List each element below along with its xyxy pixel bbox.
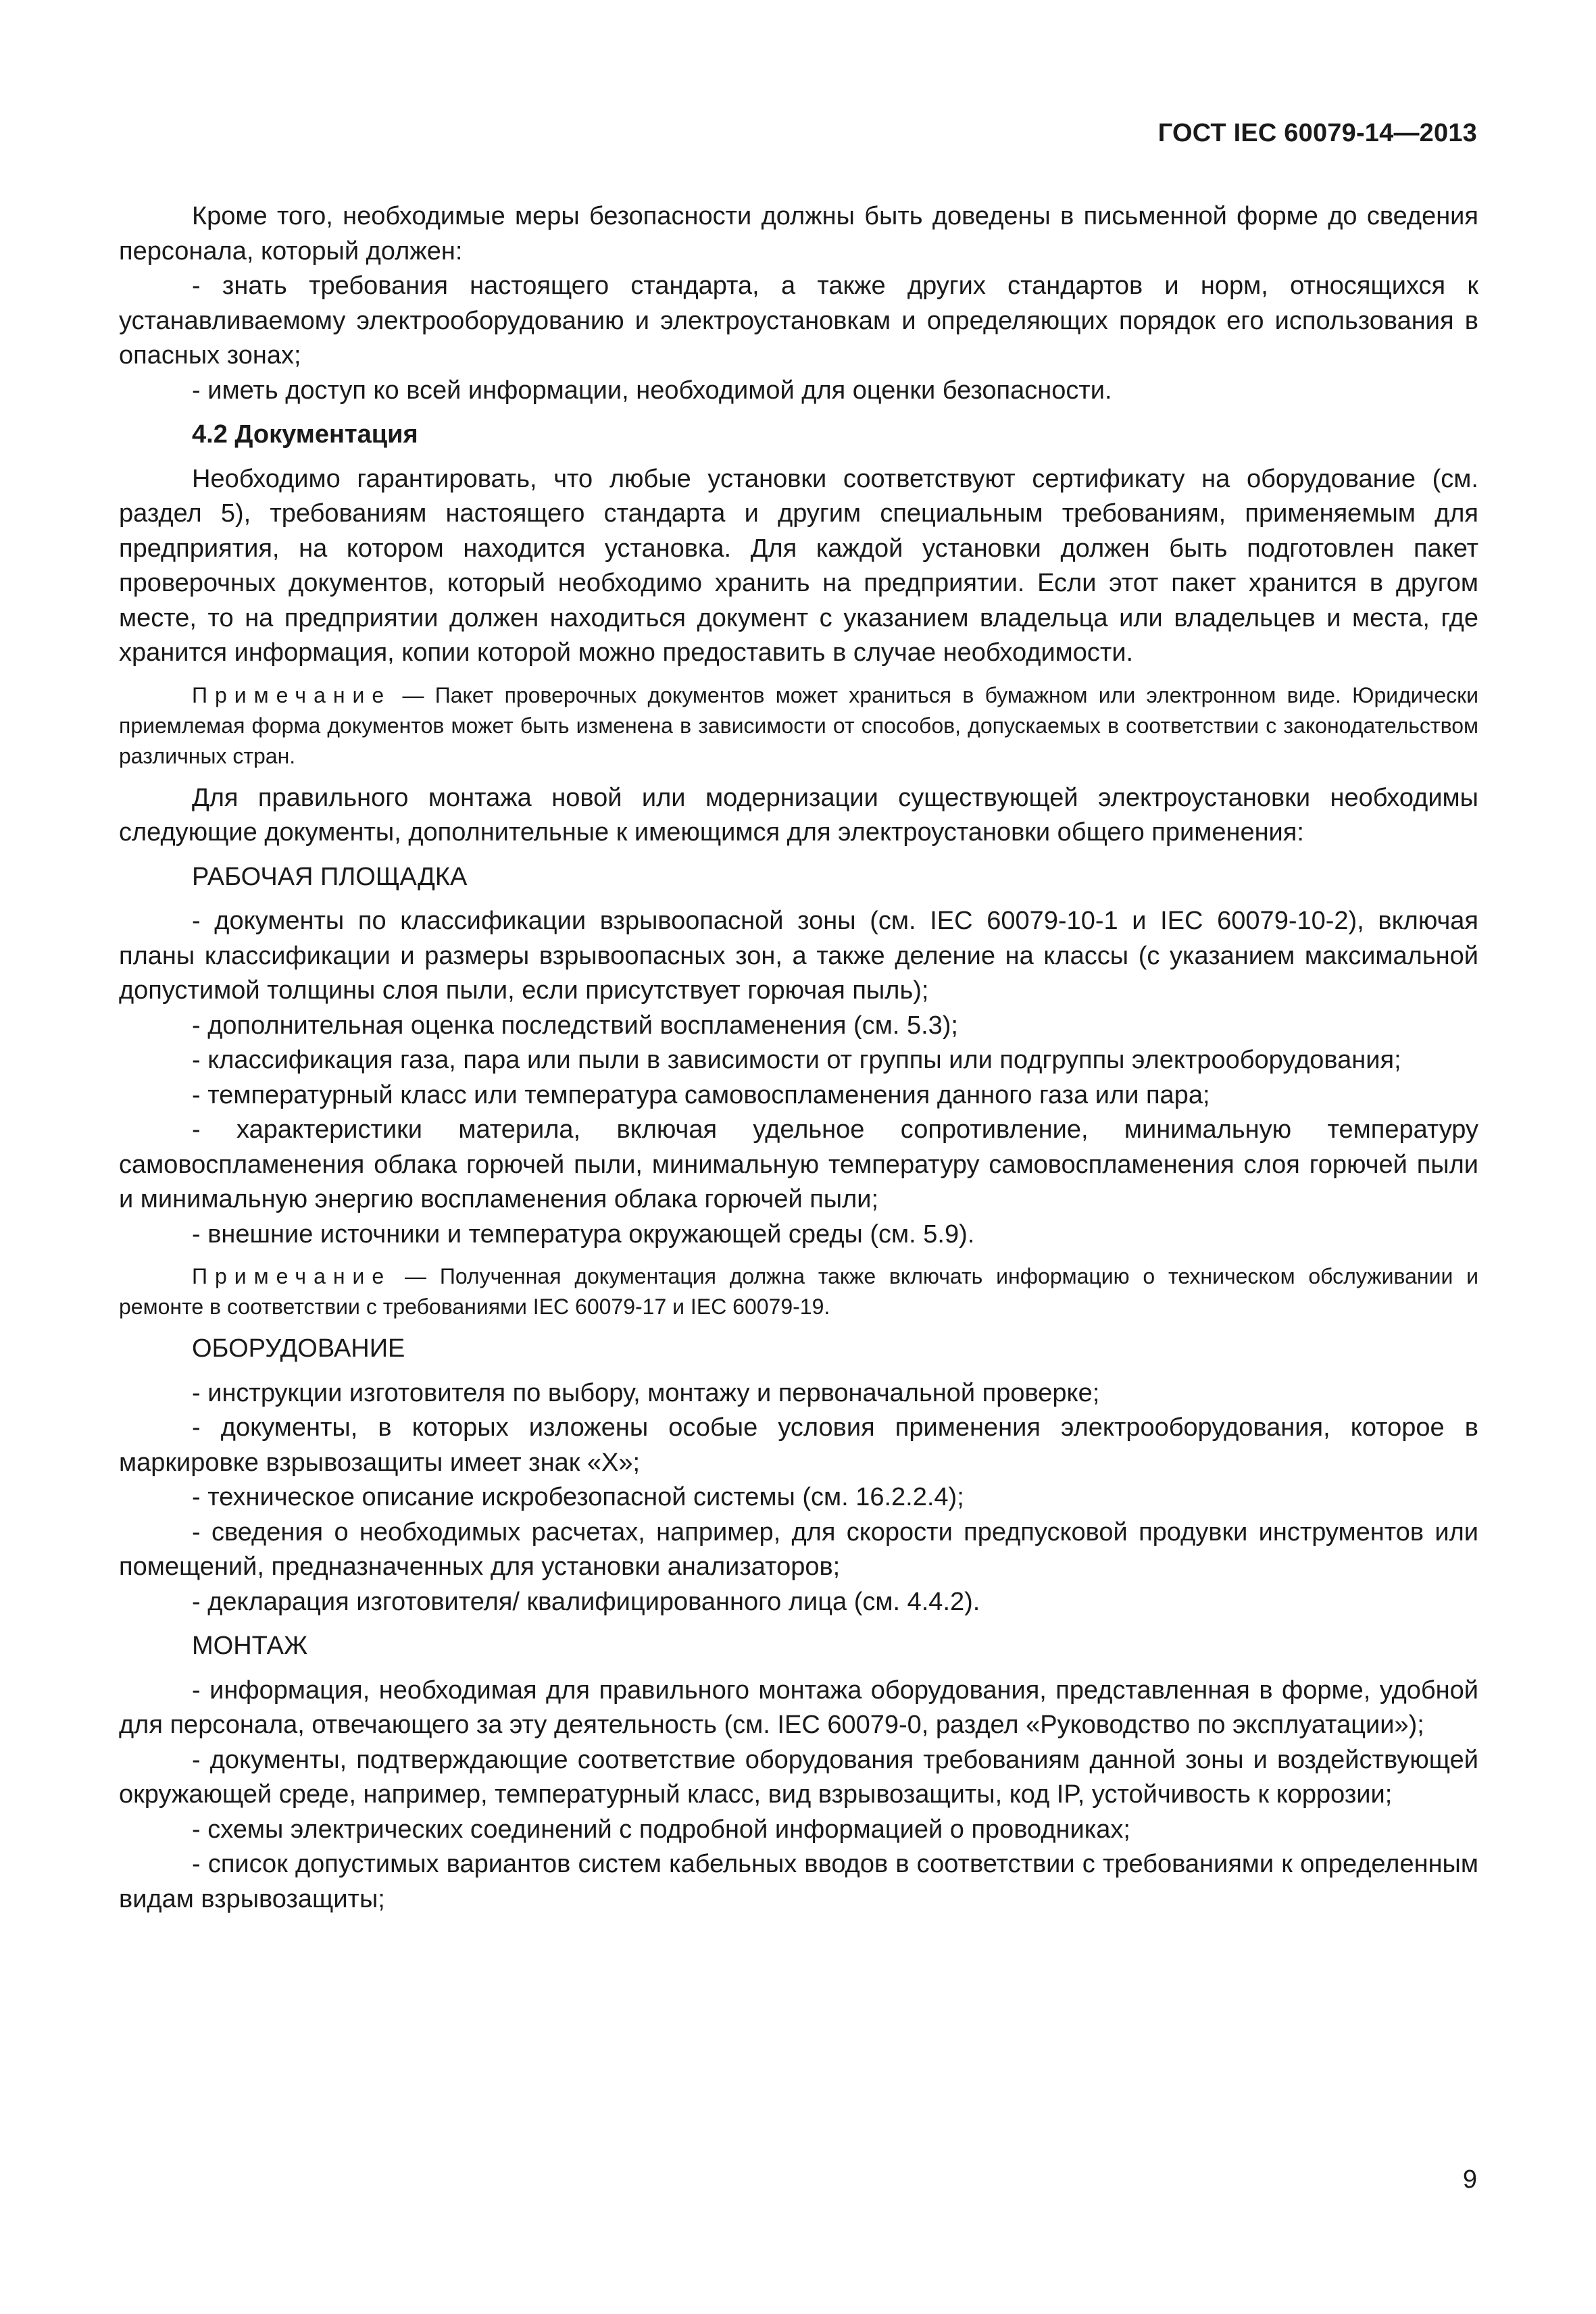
list-item: - температурный класс или температура самовоспламенения данного газа или пара;: [192, 1080, 1210, 1109]
note-paragraph: [119, 1261, 1478, 1322]
intro-list-item: - иметь доступ ко всей информации, необходимой для оценки безопасности.: [192, 376, 1112, 405]
list-item: - схемы электрических соединений с подробной информацией о проводниках;: [192, 1815, 1130, 1844]
list-item: - характеристики материла, включая удельное сопротивление, минимальную температуру самовоспламенения облака горючей пыли, минимальную температуру самовоспламенения слоя горючей пыли и минимальную энергию воспламенения облака горючей пыли;: [119, 1115, 1478, 1213]
list-item: - дополнительная оценка последствий воспламенения (см. 5.3);: [192, 1011, 958, 1040]
note-label: Примечание: [192, 682, 392, 707]
subsection-title-installation: МОНТАЖ: [192, 1632, 308, 1660]
note-text: — Полученная документация должна также включать информацию о техническом обслуживании и ремонте в соответствии с требованиями IEC 60079-17 и IEC 60079-19.: [119, 1264, 1478, 1319]
list-item: - инструкции изготовителя по выбору, монтажу и первоначальной проверке;: [192, 1378, 1100, 1407]
intro-list-item: - знать требования настоящего стандарта, а также других стандартов и норм, относящихся к устанавливаемому электрооборудованию и электроустановкам и определяющих порядок его использования в опасных зонах;: [119, 272, 1478, 370]
list-item: - список допустимых вариантов систем кабельных вводов в соответствии с требованиями к определенным видам взрывозащиты;: [119, 1850, 1478, 1913]
document-header-id: ГОСТ IEC 60079-14—2013: [1157, 119, 1477, 147]
list-item: - документы, в которых изложены особые условия применения электрооборудования, которое в маркировке взрывозащиты имеет знак «X»;: [119, 1413, 1478, 1477]
note-paragraph: [119, 680, 1478, 772]
list-item: - внешние источники и температура окружающей среды (см. 5.9).: [192, 1219, 975, 1249]
list-item: - информация, необходимая для правильного монтажа оборудования, представленная в форме, удобной для персонала, отвечающего за эту деятельность (см. IEC 60079-0, раздел «Руководство по эксплуатации»);: [119, 1676, 1478, 1739]
list-item: - документы, подтверждающие соответствие оборудования требованиям данной зоны и воздействующей окружающей среде, например, температурный класс, вид взрывозащиты, код IP, устойчивость к коррозии;: [119, 1745, 1478, 1809]
page-number: 9: [1462, 2165, 1477, 2194]
note-label: Примечание: [192, 1264, 392, 1288]
note-text: — Пакет проверочных документов может храниться в бумажном или электронном виде. Юридически приемлемая форма документов может быть изменена в зависимости от способов, допускаемых в соответствии с законодательством различных стран.: [119, 682, 1478, 768]
documentation-paragraph: Необходимо гарантировать, что любые установки соответствуют сертификату на оборудование (см. раздел 5), требованиям настоящего стандарта и другим специальным требованиям, применяемым для предприятия, на котором находится установка. Для каждой установки должен быть подготовлен пакет проверочных документов, который необходимо хранить на предприятии. Если этот пакет хранится в другом месте, то на предприятии должен находиться документ с указанием владельца или владельцев и места, где хранится информация, копии которой можно предоставить в случае необходимости.: [119, 464, 1478, 667]
section-heading: 4.2 Документация: [192, 420, 418, 449]
intro-paragraph: Кроме того, необходимые меры безопасности должны быть доведены в письменной форме до сведения персонала, который должен:: [119, 202, 1478, 266]
list-item: - декларация изготовителя/ квалифицированного лица (см. 4.4.2).: [192, 1587, 980, 1616]
list-item: - классификация газа, пара или пыли в зависимости от группы или подгруппы электрооборудования;: [192, 1046, 1401, 1074]
list-item: - техническое описание искробезопасной системы (см. 16.2.2.4);: [192, 1483, 964, 1511]
list-item: - документы по классификации взрывоопасной зоны (см. IEC 60079-10-1 и IEC 60079-10-2), включая планы классификации и размеры взрывоопасных зон, а также деление на классы (с указанием максимальной допустимой толщины слоя пыли, если присутствует горючая пыль);: [119, 907, 1478, 1005]
documentation-paragraph: Для правильного монтажа новой или модернизации существующей электроустановки необходимы следующие документы, дополнительные к имеющимся для электроустановки общего применения:: [119, 783, 1478, 847]
list-item: - сведения о необходимых расчетах, например, для скорости предпусковой продувки инструментов или помещений, предназначенных для установки анализаторов;: [119, 1517, 1478, 1581]
subsection-title-equipment: ОБОРУДОВАНИЕ: [192, 1334, 405, 1363]
subsection-title-site: РАБОЧАЯ ПЛОЩАДКА: [192, 862, 468, 891]
page-body: [119, 199, 1478, 1917]
